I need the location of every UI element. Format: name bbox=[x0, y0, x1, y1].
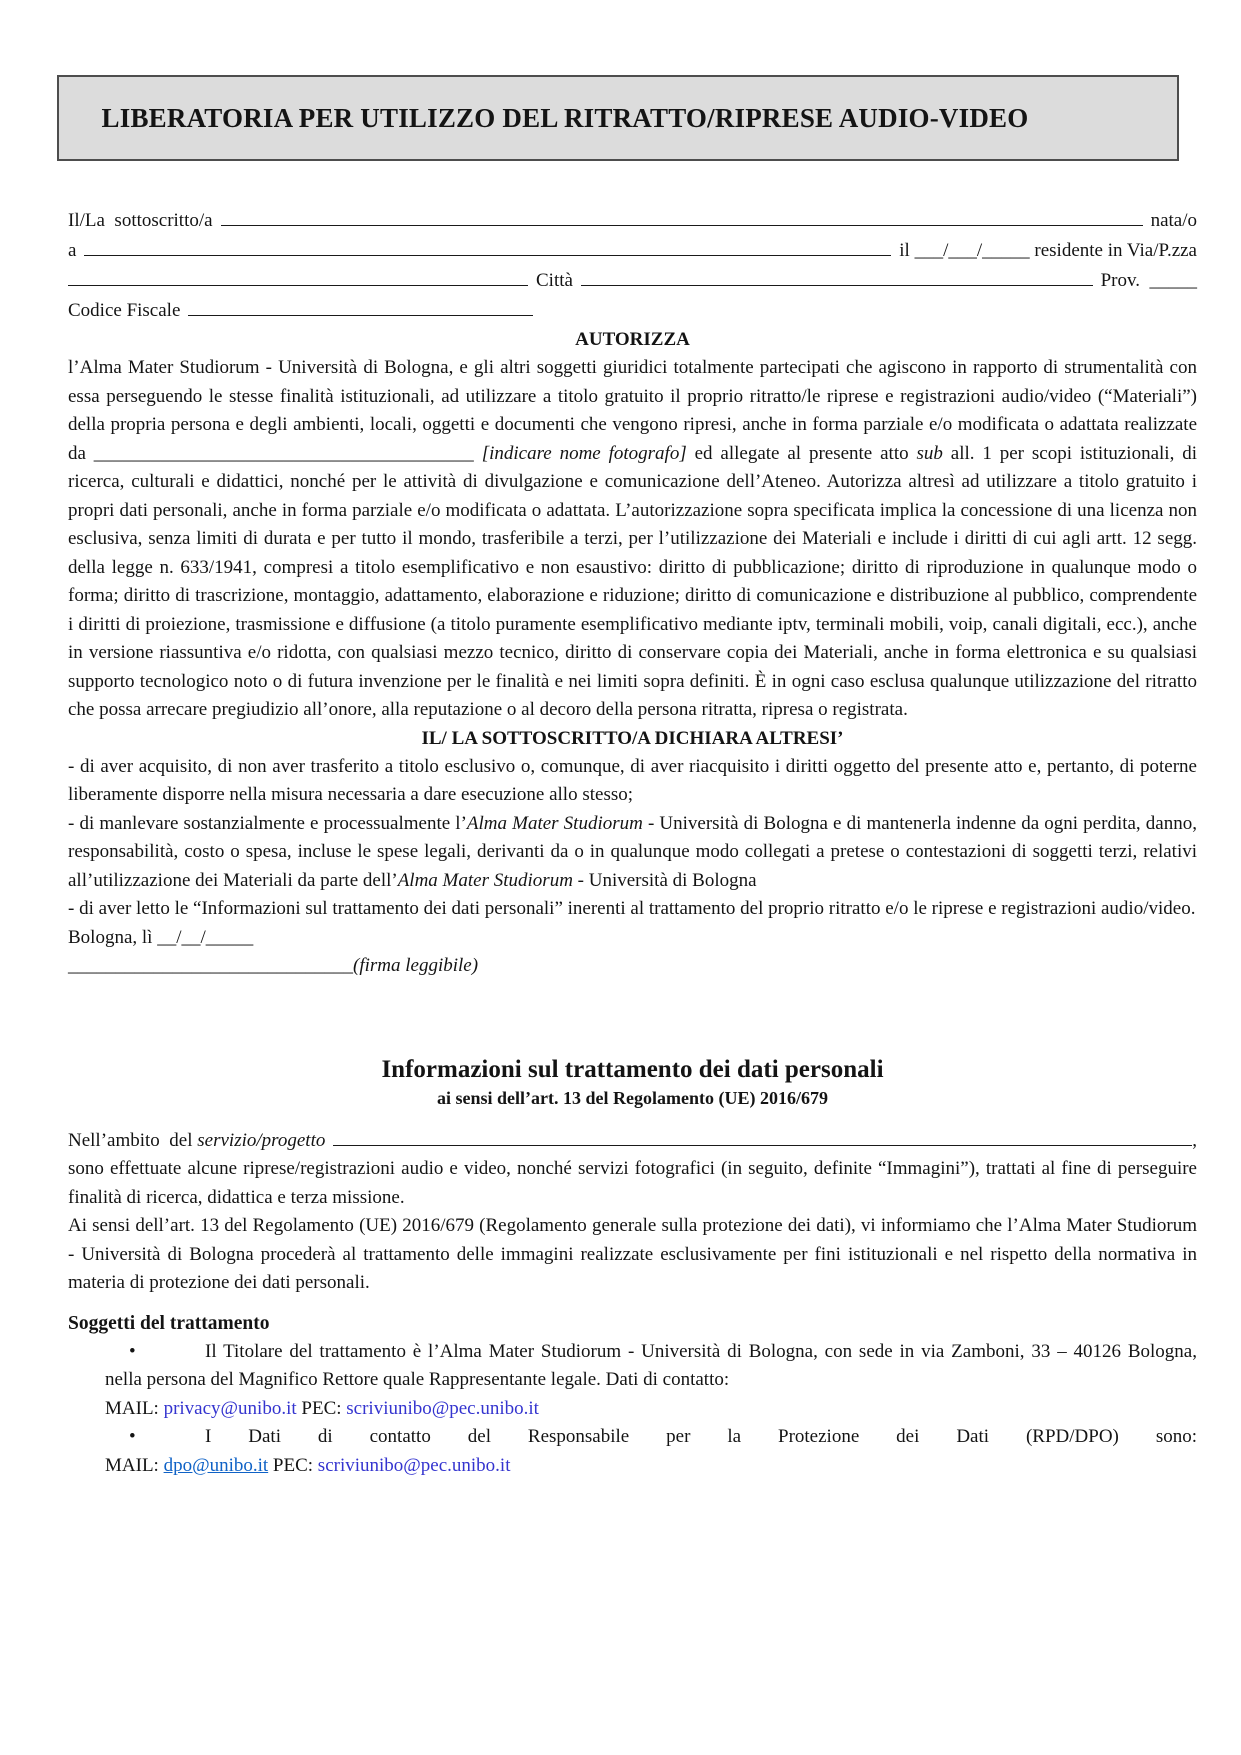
controller-mail-label: MAIL: bbox=[105, 1397, 159, 1419]
declare-item-2-pre: - di manlevare sostanzialmente e processualmente l’ bbox=[68, 812, 467, 834]
authorize-text-1: l’Alma Mater Studiorum - Università di Bologna, e gli altri soggetti giuridici totalmente partecipati che agiscono in rapporto di strumentalità con essa perseguendo le stesse finalità istituzionali, ad utilizzare a titolo gratuito il proprio ritratto/le riprese e registrazioni audio/video (“Materiali”) della propria persona e degli ambienti, locali, oggetti e documenti che vengono ripresi, anche in forma parziale e/o modificata o adattata realizzate da ________________________________________ bbox=[68, 357, 1197, 464]
signature-line[interactable]: ______________________________ bbox=[68, 955, 353, 976]
dpo-mail-link[interactable]: dpo@unibo.it bbox=[163, 1454, 269, 1476]
authorize-paragraph bbox=[68, 354, 1197, 725]
declare-item-2 bbox=[68, 810, 1197, 896]
authorize-heading: AUTORIZZA bbox=[575, 329, 690, 350]
dpo-mail-label: MAIL: bbox=[105, 1454, 159, 1476]
declare-item-2-mid: - Università di Bologna e di mantenerla indenne da ogni perdita, danno, responsabilità, costo o spesa, incluse le spese legali, derivanti da o in qualunque modo collegati a pretese o contestazioni di soggetti terzi, relativi all’utilizzazione dei Materiali da parte dell’ bbox=[68, 812, 1197, 891]
controller-pec-link[interactable]: scriviunibo@pec.unibo.it bbox=[346, 1397, 539, 1419]
declare-item-1: - di aver acquisito, di non aver trasferito a titolo esclusivo o, comunque, di aver riacquisito i diritti oggetto del presente atto e, pertanto, di poterne liberamente disporre nella misura necessaria a dare esecuzione allo stesso; bbox=[68, 755, 1197, 805]
project-line-pre: Nell’ambito del bbox=[68, 1129, 198, 1151]
project-line bbox=[68, 1127, 1197, 1156]
form-line-address bbox=[68, 266, 1197, 296]
privacy-law-paragraph: Ai sensi dell’art. 13 del Regolamento (UE) 2016/679 (Regolamento generale sulla protezione dei dati), vi informiamo che l’Alma Mater Studiorum - Università di Bologna procederà al trattamento delle immagini realizzate esclusivamente per fini istituzionali e nel rispetto della normativa in materia di protezione dei dati personali. bbox=[68, 1215, 1197, 1293]
sub-word: sub bbox=[916, 442, 943, 464]
controller-pec-label: PEC: bbox=[301, 1397, 342, 1419]
controller-mail-link[interactable]: privacy@unibo.it bbox=[163, 1397, 297, 1419]
privacy-title: Informazioni sul trattamento dei dati personali bbox=[381, 1055, 884, 1083]
controller-text: Il Titolare del trattamento è l’Alma Mater Studiorum - Università di Bologna, con sede in via Zamboni, 33 – 40126 Bologna, nella persona del Magnifico Rettore quale Rappresentante legale. Dati di contatto: bbox=[105, 1340, 1197, 1390]
dpo-contact-line bbox=[105, 1452, 1197, 1481]
form-line-fiscal-code bbox=[68, 296, 1197, 326]
signature-note: (firma leggibile) bbox=[353, 955, 479, 976]
privacy-intro-paragraph: sono effettuate alcune riprese/registrazioni audio e video, nonché servizi fotografici (in seguito, definite “Immagini”), trattati al fine di perseguire finalità di ricerca, didattica e terza missione. bbox=[68, 1158, 1197, 1208]
form-line-subscriber bbox=[68, 206, 1197, 236]
prov-label: Prov. _____ bbox=[1100, 270, 1197, 291]
city-field[interactable] bbox=[581, 279, 1093, 286]
bullet-icon: • bbox=[129, 1426, 136, 1447]
fiscal-code-field[interactable] bbox=[188, 309, 533, 316]
dpo-text: I Dati di contatto del Responsabile per la Protezione dei Dati (RPD/DPO) sono: bbox=[205, 1426, 1197, 1447]
dpo-pec-link[interactable]: scriviunibo@pec.unibo.it bbox=[317, 1454, 511, 1476]
alma-mater-italic-2: Alma Mater Studiorum bbox=[397, 869, 573, 891]
subjects-heading: Soggetti del trattamento bbox=[68, 1312, 270, 1334]
form-line-birthplace bbox=[68, 236, 1197, 266]
photographer-note: [indicare nome fotografo] bbox=[481, 442, 687, 464]
birthplace-field[interactable] bbox=[84, 249, 891, 256]
project-line-comma: , bbox=[1192, 1129, 1197, 1151]
controller-bullet-item bbox=[68, 1338, 1197, 1424]
fiscal-code-label: Codice Fiscale bbox=[68, 300, 181, 321]
dpo-pec-label: PEC: bbox=[272, 1454, 314, 1476]
declare-item-3: - di aver letto le “Informazioni sul trattamento dei dati personali” inerenti al trattamento del proprio ritratto e/o le riprese e registrazioni audio/video. bbox=[68, 898, 1196, 919]
dpo-text-line bbox=[105, 1423, 1197, 1452]
subscriber-label: Il/La sottoscritto/a bbox=[68, 210, 213, 231]
city-label: Città bbox=[536, 270, 573, 291]
project-line-italic: servizio/progetto bbox=[197, 1129, 326, 1151]
birthplace-label: a bbox=[68, 240, 77, 261]
bullet-icon: • bbox=[129, 1340, 136, 1362]
document-title: LIBERATORIA PER UTILIZZO DEL RITRATTO/RIPRESE AUDIO-VIDEO bbox=[101, 102, 1029, 133]
subscriber-name-field[interactable] bbox=[221, 219, 1143, 226]
project-name-field[interactable] bbox=[333, 1139, 1192, 1146]
document-title-box bbox=[57, 75, 1179, 161]
alma-mater-italic-1: Alma Mater Studiorum bbox=[466, 812, 643, 834]
subscriber-suffix-label: nata/o bbox=[1150, 210, 1197, 231]
signature-row bbox=[68, 952, 1197, 981]
date-residence-label: il ___/___/_____ residente in Via/P.zza bbox=[899, 240, 1197, 261]
declare-item-2-post: - Università di Bologna bbox=[572, 869, 757, 891]
authorize-text-2: ed allegate al presente atto bbox=[686, 442, 917, 464]
privacy-subtitle: ai sensi dell’art. 13 del Regolamento (UE) 2016/679 bbox=[437, 1087, 828, 1108]
dpo-bullet-item bbox=[68, 1423, 1197, 1480]
address-field[interactable] bbox=[68, 279, 528, 286]
authorize-text-3: all. 1 per scopi istituzionali, di ricerca, culturali e didattici, nonché per le attività di divulgazione e comunicazione dell’Ateneo. Autorizza altresì ad utilizzare a titolo gratuito i propri dati personali, anche in forma parziale e/o modificata o adattata. L’autorizzazione sopra specificata implica la concessione di una licenza non esclusiva, senza limiti di durata e per tutto il mondo, trasferibile a terzi, per l’utilizzazione dei Materiali e include i diritti di cui agli artt. 12 segg. della legge n. 633/1941, compresi a titolo esemplificativo e non esaustivo: diritto di pubblicazione; diritto di riproduzione in qualunque modo o forma; diritto di trascrizione, montaggio, adattamento, elaborazione e riduzione; diritto di comunicazione e distribuzione al pubblico, comprendente i diritti di proiezione, trasmissione e diffusione (a titolo puramente esemplificativo mediante iptv, terminali mobili, voip, canali digitali, ecc.), anche in versione riassuntiva e/o ridotta, con qualsiasi mezzo tecnico, diritto di conservare copia dei Materiali, anche in forma elettronica e su qualsiasi supporto tecnologico noto o di futura invenzione per le finalità e nei limiti sopra definiti. È in ogni caso esclusa qualunque utilizzazione del ritratto che possa arrecare pregiudizio all’onore, alla reputazione o al decoro della persona ritratta, ripresa o registrata. bbox=[68, 442, 1197, 720]
signatory-form bbox=[68, 206, 1197, 326]
declare-heading: IL/ LA SOTTOSCRITTO/A DICHIARA ALTRESI’ bbox=[421, 727, 844, 749]
place-date-line[interactable]: Bologna, lì __/__/_____ bbox=[68, 926, 254, 948]
